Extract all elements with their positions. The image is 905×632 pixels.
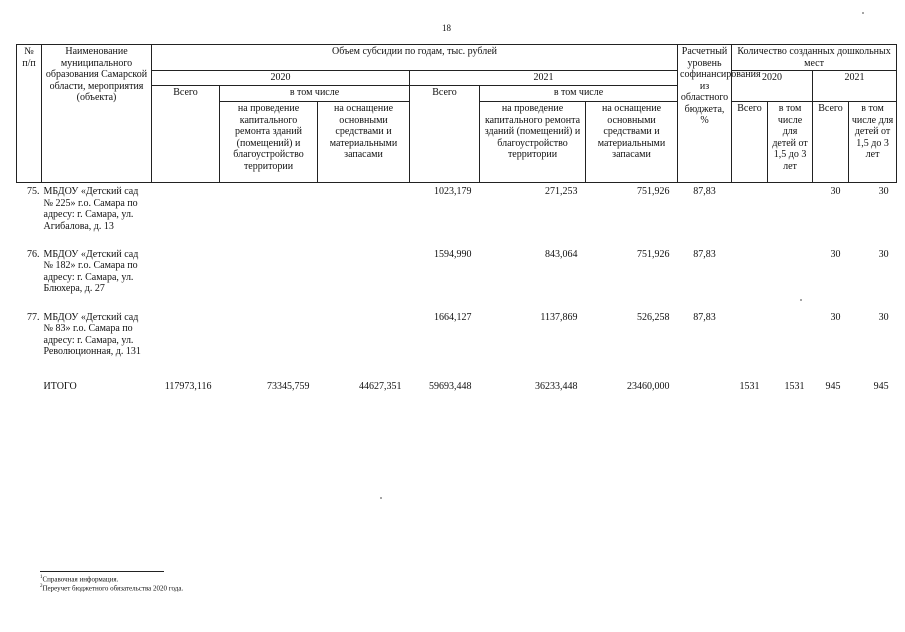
row-number: 76. [27,248,40,260]
total-total-2021: 59693,448 [429,380,472,392]
header-no: № п/п [17,45,42,183]
row-number: 77. [27,311,40,323]
header-name: Наименование муниципального образования Самарской области, мероприятия (объекта) [42,45,152,183]
cell-equip-2021: 751,926 [637,248,670,260]
scan-speck [862,12,864,14]
total-total-2020: 117973,116 [164,380,212,392]
cell-places-2021: 30 [830,248,841,260]
header-year-2021: 2021 [410,71,678,86]
total-repair-2020: 73345,759 [267,380,310,392]
total-repair-2021: 36233,448 [535,380,578,392]
total-label: ИТОГО [43,380,77,392]
subsidy-table [16,44,897,405]
header-places-total-2021: Всего [813,102,849,183]
total-row-spacer [17,381,42,405]
footnote-1 [40,574,118,583]
header-places-year-2020: 2020 [732,71,813,102]
header-total-2021: Всего [410,85,480,183]
cell-places-2020 [732,309,768,381]
cell-rate: 87,83 [693,311,716,323]
header-places: Количество созданных дошкольных мест [732,45,897,71]
total-rate [678,381,732,405]
cell-places-small-2021: 30 [878,248,889,260]
header-equip-2020: на оснащение основными средствами и материальными запасами [318,102,410,183]
cell-total-2021: 1664,127 [434,311,472,323]
cell-equip-2020 [318,183,410,246]
cell-places-small-2020 [768,246,813,309]
scan-speck [800,299,802,301]
footnote-text: Справочная информация. [42,575,119,584]
cell-places-small-2021: 30 [878,311,889,323]
footnote-text: Переучет бюджетного обязательства 2020 года. [42,584,184,593]
cell-repair-2020 [220,183,318,246]
cell-places-2021: 30 [830,311,841,323]
cell-repair-2021: 1137,869 [540,311,578,323]
cell-places-2020 [732,183,768,246]
header-places-small-2020: в том числе для детей от 1,5 до 3 лет [768,102,813,183]
header-places-year-2021: 2021 [813,71,897,102]
header-subsidy: Объем субсидии по годам, тыс. рублей [152,45,678,71]
cell-places-small-2020 [768,183,813,246]
footnote-mark: 2 [40,584,43,589]
header-rate: Расчетный уровень софинансирования из областного бюджета, % [678,45,732,183]
page-number: 18 [442,23,451,33]
footnote-divider [40,571,164,572]
header-repair-2020: на проведение капитального ремонта зданий (помещений) и благоустройство территории [220,102,318,183]
table-row [17,183,897,246]
header-total-2020: Всего [152,85,220,183]
cell-total-2021: 1023,179 [434,186,472,197]
total-equip-2020: 44627,351 [359,380,402,392]
header-incl-2021: в том числе [480,85,678,102]
cell-rate: 87,83 [693,186,716,197]
cell-equip-2020 [318,309,410,381]
cell-places-2020 [732,246,768,309]
cell-equip-2021: 526,258 [637,311,670,323]
cell-repair-2021: 843,064 [545,248,578,260]
row-name: МБДОУ «Детский сад № 182» г.о. Самара по адресу: г. Самара, ул. Блюхера, д. 27 [43,248,139,294]
row-number: 75. [27,186,40,197]
header-equip-2021: на оснащение основными средствами и материальными запасами [586,102,678,183]
footnote-mark: 1 [40,575,43,580]
cell-equip-2021: 751,926 [637,186,670,197]
cell-equip-2020 [318,246,410,309]
cell-total-2020 [152,183,220,246]
total-places-small-2020: 1531 [784,380,805,392]
footnote-2 [40,583,183,592]
cell-repair-2021: 271,253 [545,186,578,197]
row-name: МБДОУ «Детский сад № 83» г.о. Самара по адресу: г. Самара, ул. Революционная, д. 131 [43,311,141,357]
header-year-2020: 2020 [152,71,410,86]
header-places-small-2021: в том числе для детей от 1,5 до 3 лет [849,102,897,183]
header-incl-2020: в том числе [220,85,410,102]
total-row [17,381,897,405]
cell-places-small-2021: 30 [878,186,889,197]
total-equip-2021: 23460,000 [627,380,670,392]
total-places-2021: 945 [825,380,841,392]
total-places-small-2021: 945 [873,380,889,392]
row-name: МБДОУ «Детский сад № 225» г.о. Самара по адресу: г. Самара, ул. Агибалова, д. 13 [43,186,139,232]
total-places-2020: 1531 [739,380,760,392]
cell-total-2020 [152,309,220,381]
table-row [17,309,897,381]
cell-rate: 87,83 [693,248,716,260]
cell-total-2020 [152,246,220,309]
cell-repair-2020 [220,246,318,309]
header-repair-2021: на проведение капитального ремонта зданий (помещений) и благоустройство территории [480,102,586,183]
scan-speck [380,497,382,499]
table-row [17,246,897,309]
cell-places-2021: 30 [830,186,841,197]
header-places-total-2020: Всего [732,102,768,183]
cell-total-2021: 1594,990 [434,248,472,260]
cell-places-small-2020 [768,309,813,381]
cell-repair-2020 [220,309,318,381]
table-header [17,45,897,183]
